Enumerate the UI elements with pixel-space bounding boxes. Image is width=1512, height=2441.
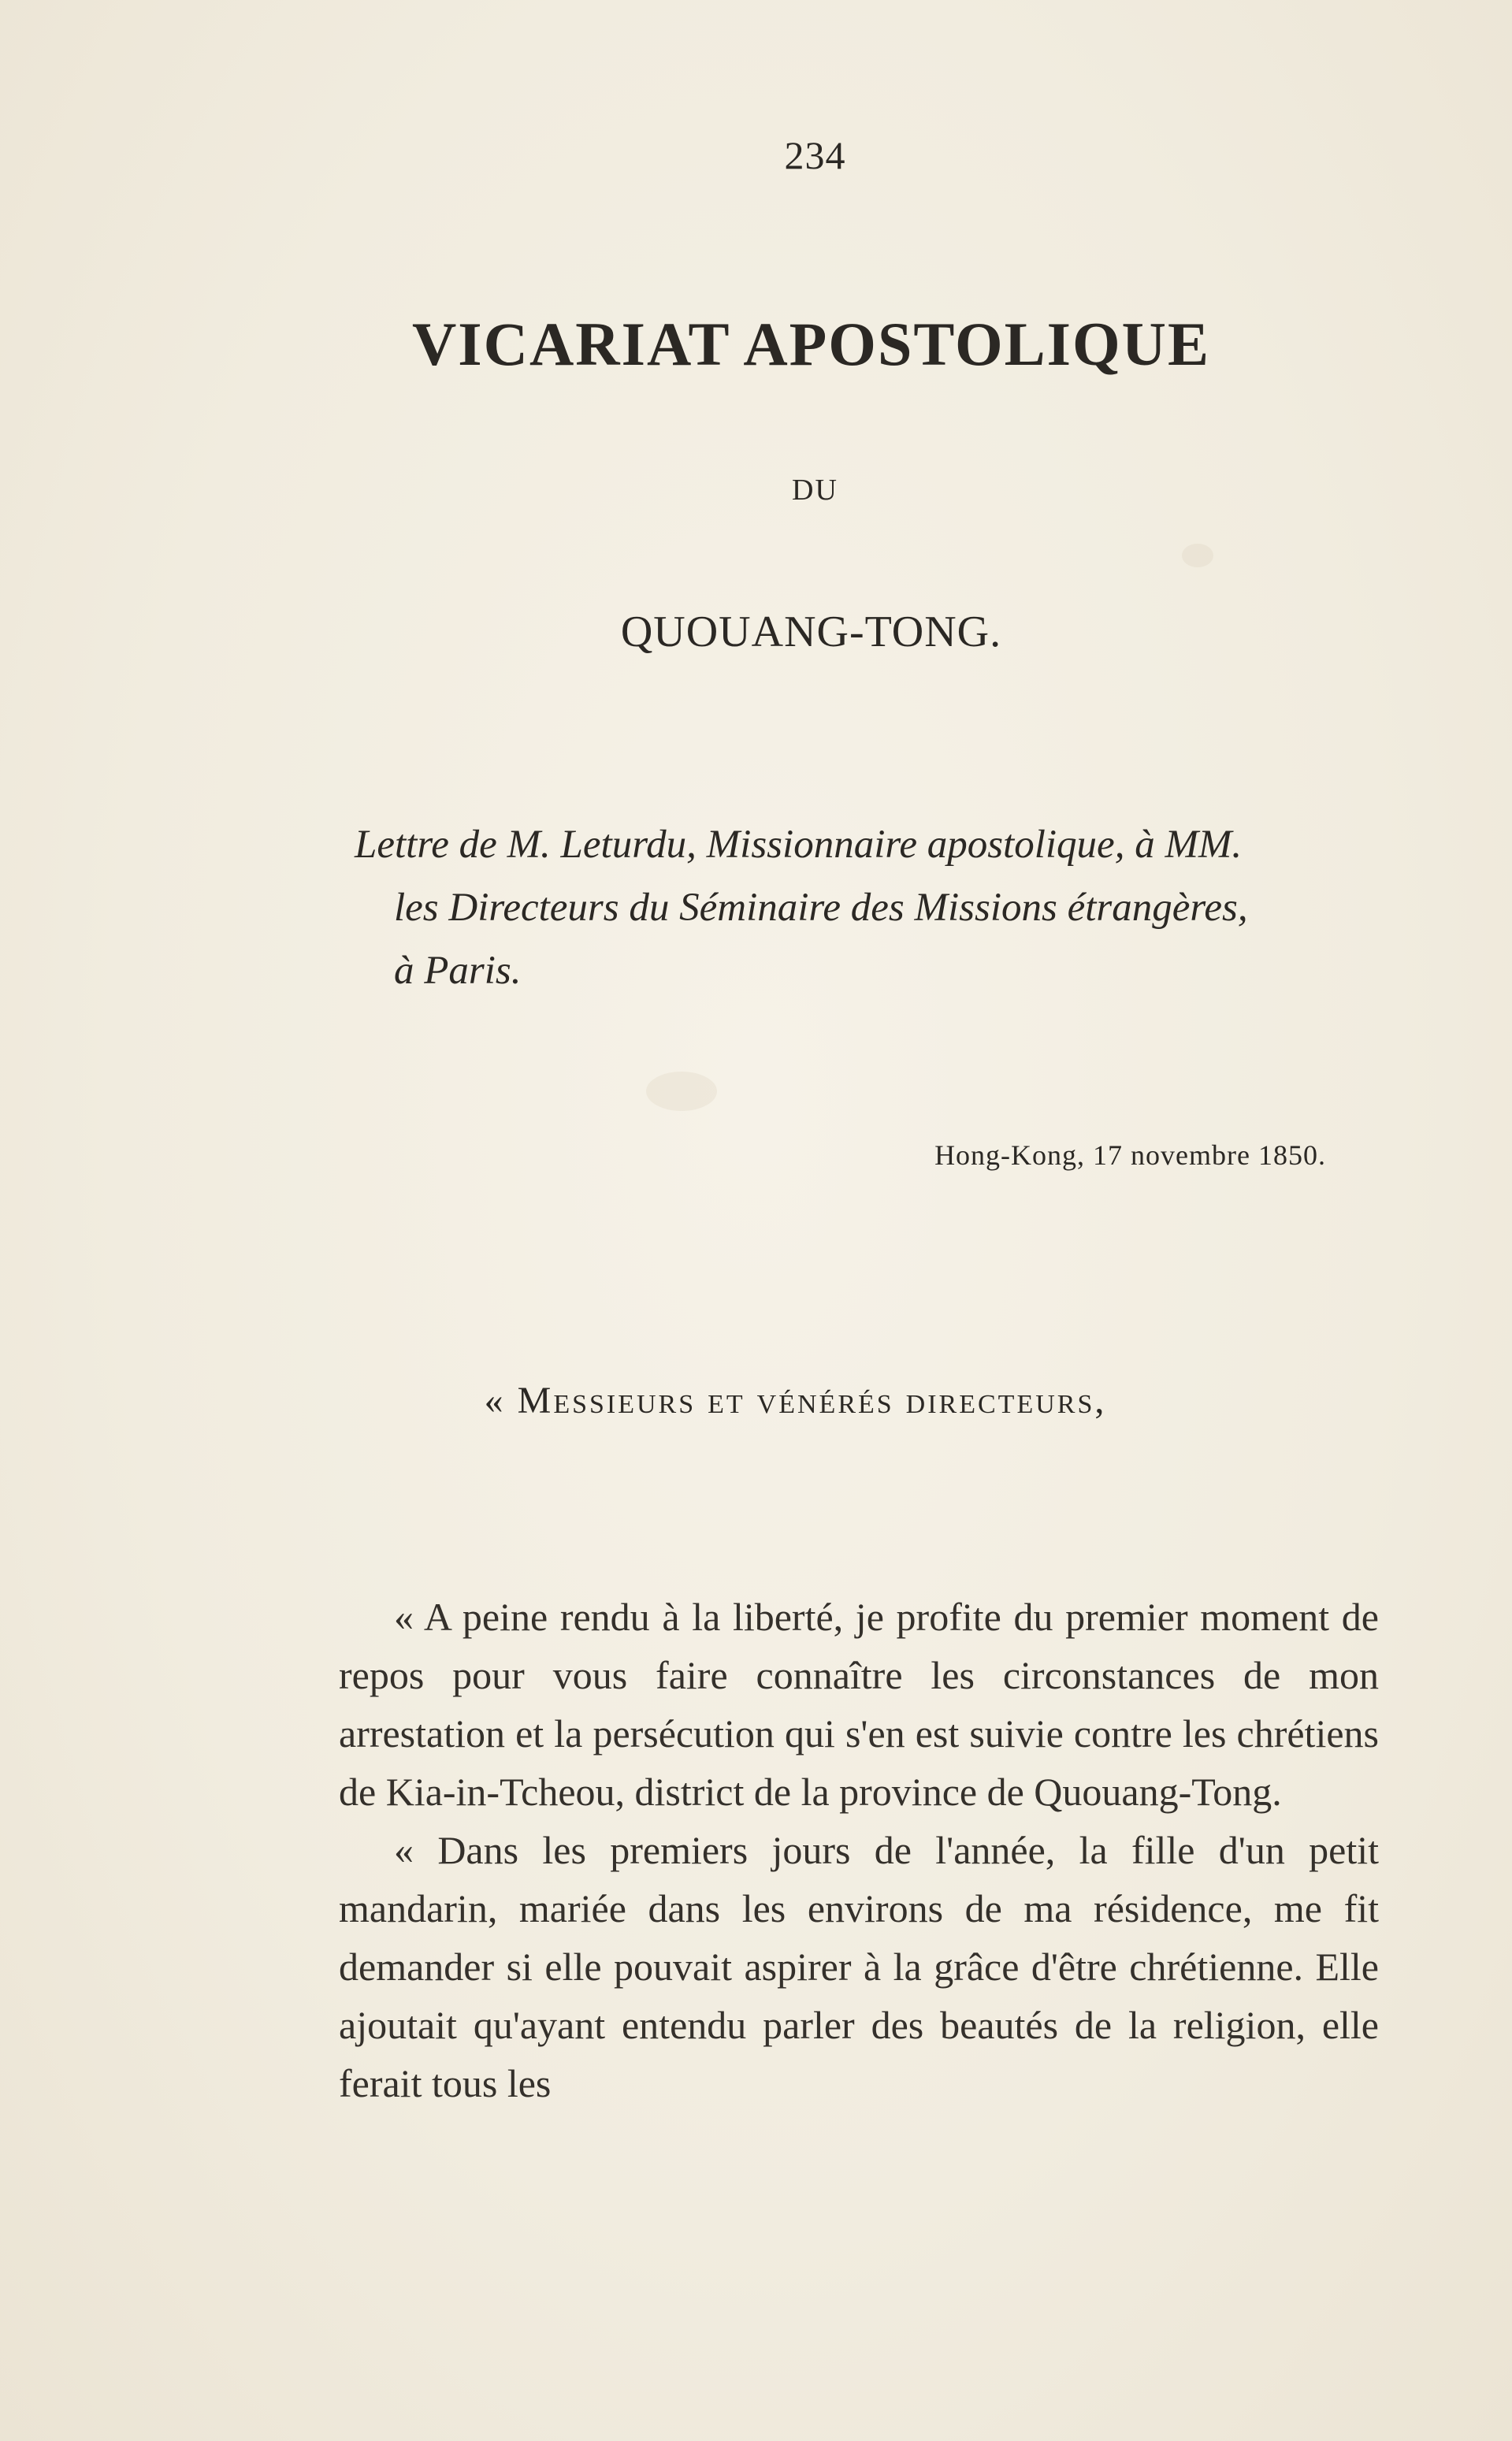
letter-heading-line: les Directeurs du Séminaire des Missions étrangères, [394,886,1248,930]
paper-stain [646,1072,717,1111]
letter-heading [355,813,1387,1002]
title-place: QUOUANG-TONG. [620,607,1002,656]
body-text [339,1588,1379,2112]
letter-heading-line: Lettre de M. Leturdu, Missionnaire apostolique, à MM. [355,823,1243,867]
salutation: « Messieurs et vénérés directeurs, [484,1380,1107,1421]
paragraph: « Dans les premiers jours de l'année, la fille d'un petit mandarin, mariée dans les environs de ma résidence, me fit demander si elle pouvait aspirer à la grâce d'être chrétienne. Elle ajoutait qu'ayant entendu parler des beautés de la religion, elle ferait tous les [339,1828,1379,2105]
dateline: Hong-Kong, 17 novembre 1850. [934,1139,1326,1171]
letter-heading-line: à Paris. [394,949,522,993]
paragraph: « A peine rendu à la liberté, je profite du premier moment de repos pour vous faire connaître les circonstances de mon arrestation et la persécution qui s'en est suivie contre les chrétiens de Kia-in-Tcheou, district de la province de Quouang-Tong. [339,1595,1379,1814]
title-connector: DU [792,474,838,507]
page-title: VICARIAT APOSTOLIQUE [411,310,1211,378]
paper-stain [1182,544,1213,567]
page-number: 234 [784,133,846,177]
